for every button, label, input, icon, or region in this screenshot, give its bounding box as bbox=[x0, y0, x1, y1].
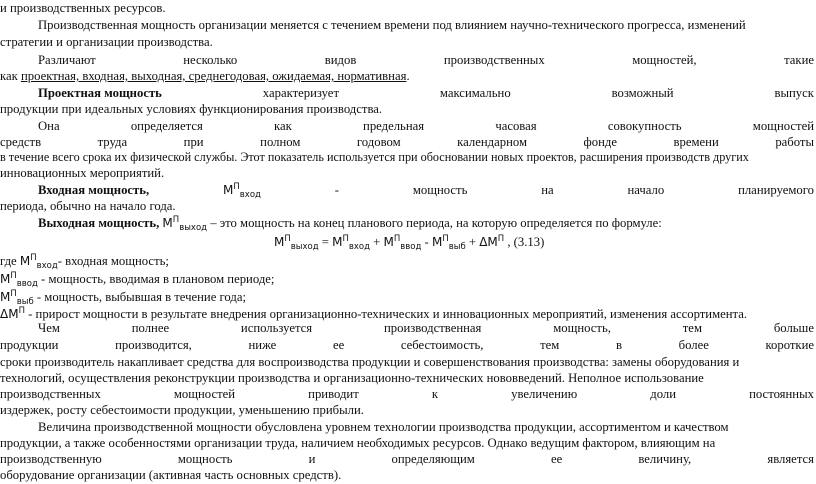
term-bold: Проектная мощность bbox=[38, 86, 162, 100]
word: несколько bbox=[183, 53, 238, 67]
text-line: оборудование организации (активная часть основных средств). bbox=[0, 468, 342, 482]
justified-line: производственных мощностей приводит к увеличению доли постоянных bbox=[0, 387, 814, 401]
word: мощностей, bbox=[632, 53, 697, 67]
text-line: продукции, а также особенностями организации труда, наличием необходимых ресурсов. Однако ведущим фактором, влияющим на bbox=[0, 436, 716, 450]
word: совокупность bbox=[607, 119, 682, 133]
word: Она bbox=[38, 119, 60, 133]
word: видов bbox=[324, 53, 357, 67]
word: планируемого bbox=[738, 183, 814, 197]
definition-line: $М^П_{выб}$ - мощность, выбывшая в течение года; bbox=[0, 289, 246, 307]
word: годовом bbox=[356, 135, 401, 149]
word: производственных bbox=[443, 53, 545, 67]
justified-line bbox=[38, 182, 814, 199]
definition-line: где $М^П_{вход}-$ входная мощность; bbox=[0, 253, 169, 271]
text-line: сроки производитель накапливает средства для воспроизводства продукции и совершенствования производства: замены оборудования и bbox=[0, 355, 740, 369]
word: как bbox=[274, 119, 292, 133]
text-line: инновационных мероприятий. bbox=[0, 166, 165, 180]
symbol-m-vyhod: $М^П_{выход}$ bbox=[162, 215, 208, 233]
word: предельная bbox=[363, 119, 425, 133]
justified-line: Чем полнее используется производственная мощность, тем больше bbox=[38, 321, 814, 335]
justified-line bbox=[38, 118, 814, 135]
word: календарном bbox=[457, 135, 527, 149]
text-line: стратегии и организации производства. bbox=[0, 35, 213, 49]
word: труда bbox=[97, 135, 128, 149]
text-line: Величина производственной мощности обусловлена уровнем технологии производства продукции, ассортиментом и качеством bbox=[38, 420, 729, 434]
formula-3-13: $М^П_{выход} = М^П_{вход} + М^П_{ввод} - М^П_{выб} + \Delta М^П$ , (3.13) bbox=[274, 234, 545, 252]
definition-line: $М^П_{ввод}$ - мощность, вводимая в плановом периоде; bbox=[0, 271, 275, 289]
text-line bbox=[0, 68, 814, 85]
word: работы bbox=[775, 135, 814, 149]
text: – это мощность на конец планового периода, на которую определяется по формуле: bbox=[207, 216, 662, 230]
text-line bbox=[38, 215, 814, 232]
justified-line: продукции производится, ниже ее себестоимость, тем в более короткие bbox=[0, 338, 814, 352]
word: - bbox=[334, 183, 339, 197]
text-line: и производственных ресурсов. bbox=[0, 1, 166, 15]
word: мощность bbox=[412, 183, 468, 197]
underlined-list: проектная, входная, выходная, среднегодовая, ожидаемая, нормативная bbox=[20, 69, 407, 83]
text: как bbox=[0, 69, 21, 83]
justified-line: производственную мощность и определяющим ее величину, является bbox=[0, 452, 814, 466]
text-line: технологий, осуществления реконструкции производства и организационно-технических нововведений. Неполное использование bbox=[0, 371, 704, 385]
word: начало bbox=[627, 183, 665, 197]
word: фонде bbox=[583, 135, 617, 149]
word: средств bbox=[0, 135, 42, 149]
symbol-m-vhod: $М^П_{вход}$ bbox=[223, 182, 261, 200]
term-bold: Выходная мощность, bbox=[38, 216, 163, 230]
word: времени bbox=[673, 135, 719, 149]
justified-line bbox=[38, 52, 814, 69]
word: часовая bbox=[495, 119, 537, 133]
word: характеризует bbox=[262, 86, 339, 100]
word: такие bbox=[784, 53, 814, 67]
word: выпуск bbox=[774, 86, 814, 100]
text-line: продукции при идеальных условиях функционирования производства. bbox=[0, 102, 383, 116]
definition-line: $\Delta М^П$ - прирост мощности в результате внедрения организационно-технических и инновационных мероприятий, изменения ассортимента. bbox=[0, 306, 748, 321]
text-line: периода, обычно на начало года. bbox=[0, 199, 176, 213]
word: при bbox=[183, 135, 204, 149]
word: определяется bbox=[130, 119, 203, 133]
term-bold: Входная мощность, bbox=[38, 183, 150, 197]
word: Различают bbox=[38, 53, 96, 67]
word: мощностей bbox=[752, 119, 814, 133]
text: . bbox=[406, 69, 410, 83]
text-line: Производственная мощность организации меняется с течением времени под влиянием научно-технического прогресса, изменений bbox=[38, 18, 746, 32]
word: максимально bbox=[439, 86, 511, 100]
word: полном bbox=[260, 135, 301, 149]
word: на bbox=[541, 183, 554, 197]
justified-line bbox=[38, 85, 814, 102]
text-line: издержек, росту себестоимости продукции, уменьшению прибыли. bbox=[0, 403, 364, 417]
text-line: в течение всего срока их физической службы. Этот показатель используется при обосновании новых проектов, расширения производств других bbox=[0, 150, 749, 164]
word: возможный bbox=[611, 86, 674, 100]
